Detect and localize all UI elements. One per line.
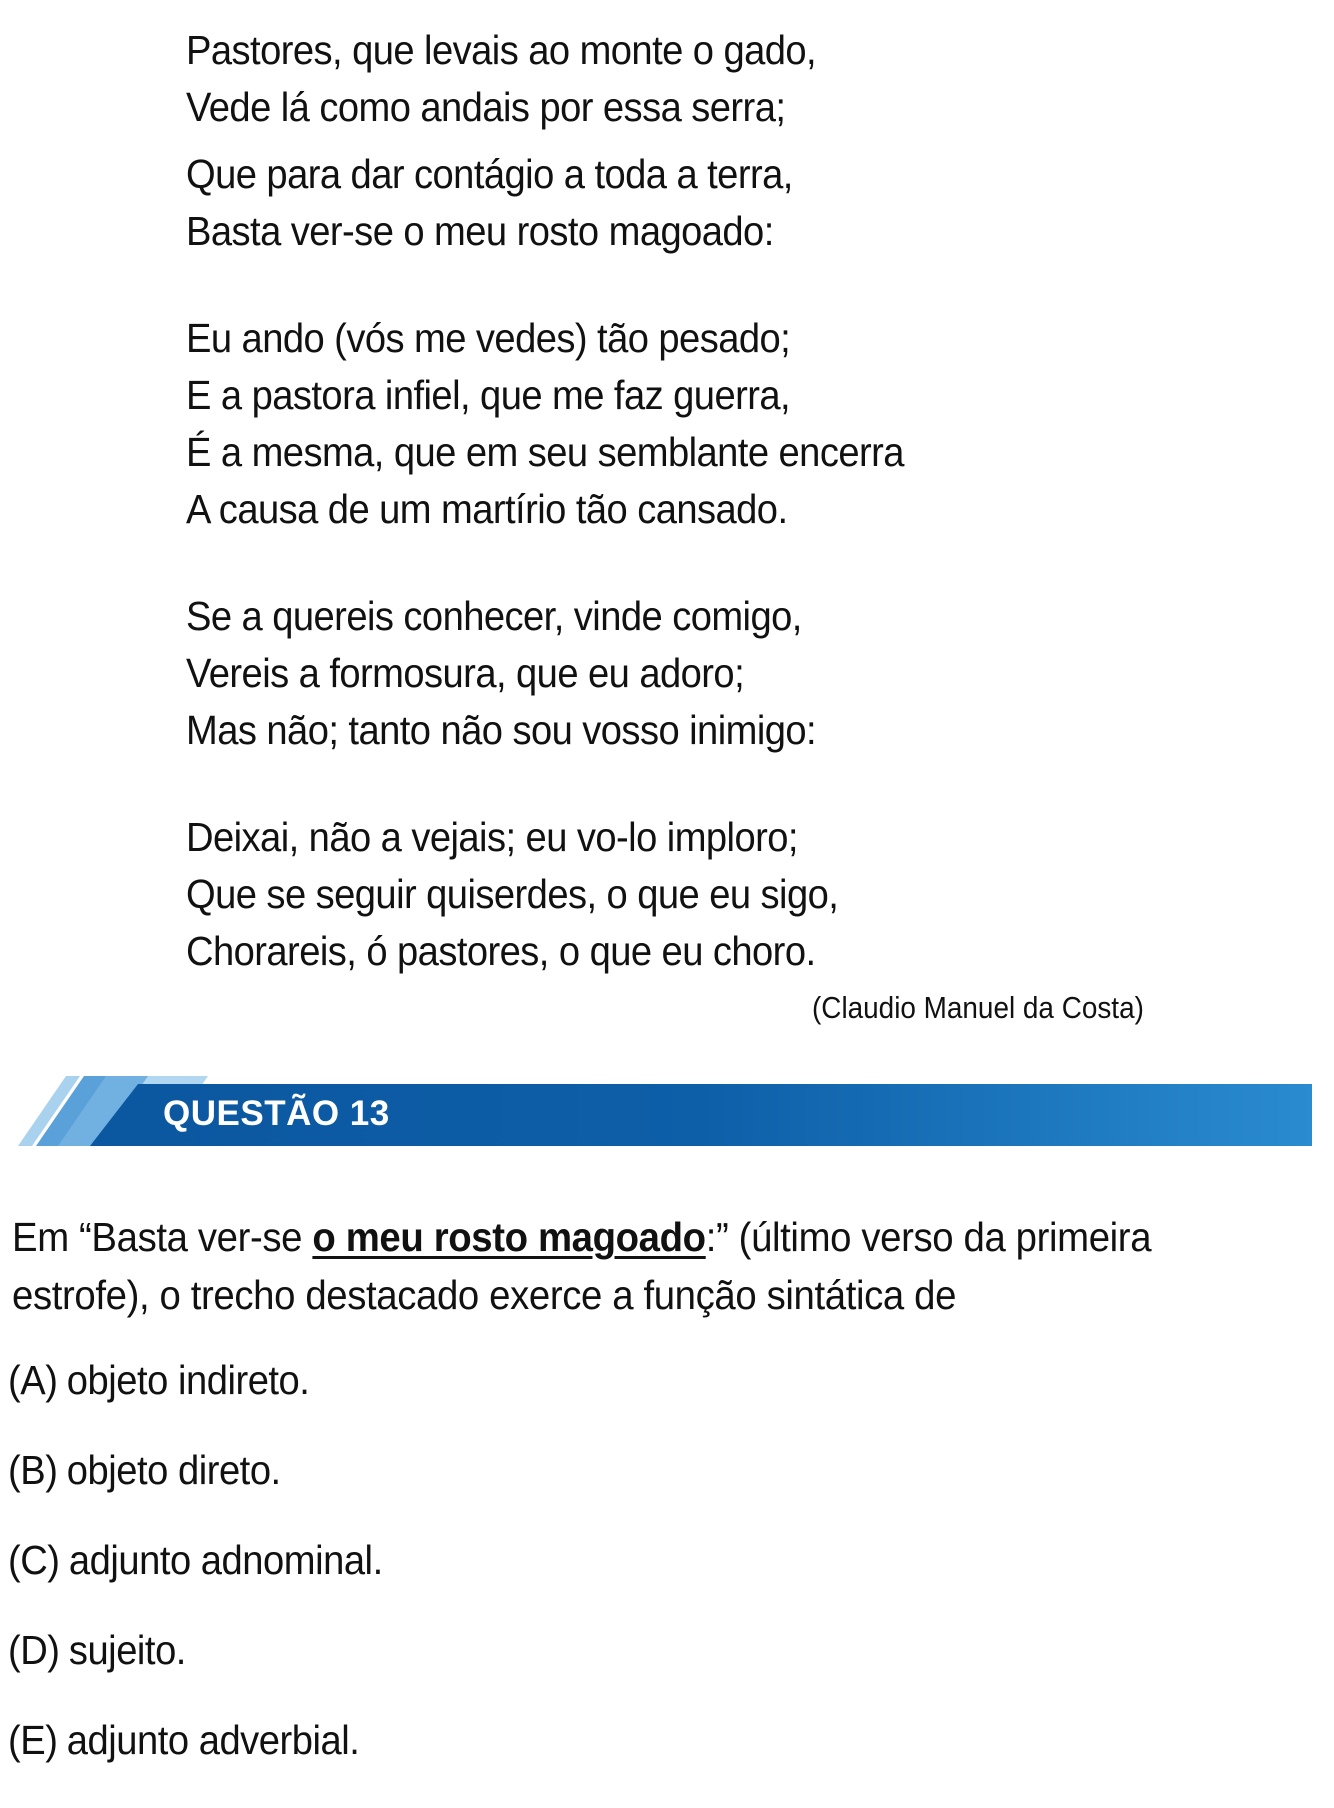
highlighted-excerpt: o meu rosto magoado bbox=[312, 1214, 706, 1260]
stanza-1 bbox=[186, 22, 1186, 136]
option-letter: (A) bbox=[8, 1357, 58, 1403]
stanza-4 bbox=[186, 588, 1186, 759]
question-text-before: Em “Basta ver-se bbox=[12, 1214, 313, 1260]
verse: Chorareis, ó pastores, o que eu choro. bbox=[186, 928, 816, 974]
option-letter: (D) bbox=[8, 1627, 60, 1673]
verse: A causa de um martírio tão cansado. bbox=[186, 486, 788, 532]
verse: E a pastora infiel, que me faz guerra, bbox=[186, 372, 791, 418]
option-letter: (B) bbox=[8, 1447, 58, 1493]
verse: Basta ver-se o meu rosto magoado: bbox=[186, 208, 774, 254]
option-e[interactable] bbox=[8, 1718, 383, 1808]
verse: Mas não; tanto não sou vosso inimigo: bbox=[186, 707, 817, 753]
stanza-5 bbox=[186, 809, 1186, 980]
option-d[interactable] bbox=[8, 1628, 383, 1718]
option-letter: (C) bbox=[8, 1537, 60, 1583]
question-line-1 bbox=[12, 1208, 1228, 1266]
question-title: QUESTÃO 13 bbox=[163, 1094, 390, 1133]
verse: Que se seguir quiserdes, o que eu sigo, bbox=[186, 871, 839, 917]
question-line-2: estrofe), o trecho destacado exerce a função sintática de bbox=[12, 1272, 957, 1318]
option-text: sujeito. bbox=[68, 1627, 186, 1673]
stanza-2 bbox=[186, 146, 1186, 260]
option-a[interactable] bbox=[8, 1358, 383, 1448]
option-c[interactable] bbox=[8, 1538, 383, 1628]
poem bbox=[186, 22, 1186, 980]
poem-author: (Claudio Manuel da Costa) bbox=[812, 990, 1144, 1025]
question-banner bbox=[18, 1072, 1312, 1150]
option-text: objeto direto. bbox=[66, 1447, 281, 1493]
verse: Se a quereis conhecer, vinde comigo, bbox=[186, 593, 802, 639]
option-b[interactable] bbox=[8, 1448, 383, 1538]
verse: Deixai, não a vejais; eu vo-lo imploro; bbox=[186, 814, 798, 860]
option-text: objeto indireto. bbox=[66, 1357, 310, 1403]
verse: Que para dar contágio a toda a terra, bbox=[186, 151, 793, 197]
option-text: adjunto adnominal. bbox=[68, 1537, 383, 1583]
question-text-after: :” (último verso da primeira bbox=[705, 1214, 1152, 1260]
verse: Pastores, que levais ao monte o gado, bbox=[186, 27, 817, 73]
stanza-3 bbox=[186, 310, 1186, 538]
question-text bbox=[12, 1208, 1312, 1324]
option-text: adjunto adverbial. bbox=[66, 1717, 360, 1763]
answer-options bbox=[8, 1358, 411, 1808]
verse: Eu ando (vós me vedes) tão pesado; bbox=[186, 315, 791, 361]
verse: É a mesma, que em seu semblante encerra bbox=[186, 429, 904, 475]
verse: Vereis a formosura, que eu adoro; bbox=[186, 650, 745, 696]
verse: Vede lá como andais por essa serra; bbox=[186, 84, 786, 130]
option-letter: (E) bbox=[8, 1717, 58, 1763]
